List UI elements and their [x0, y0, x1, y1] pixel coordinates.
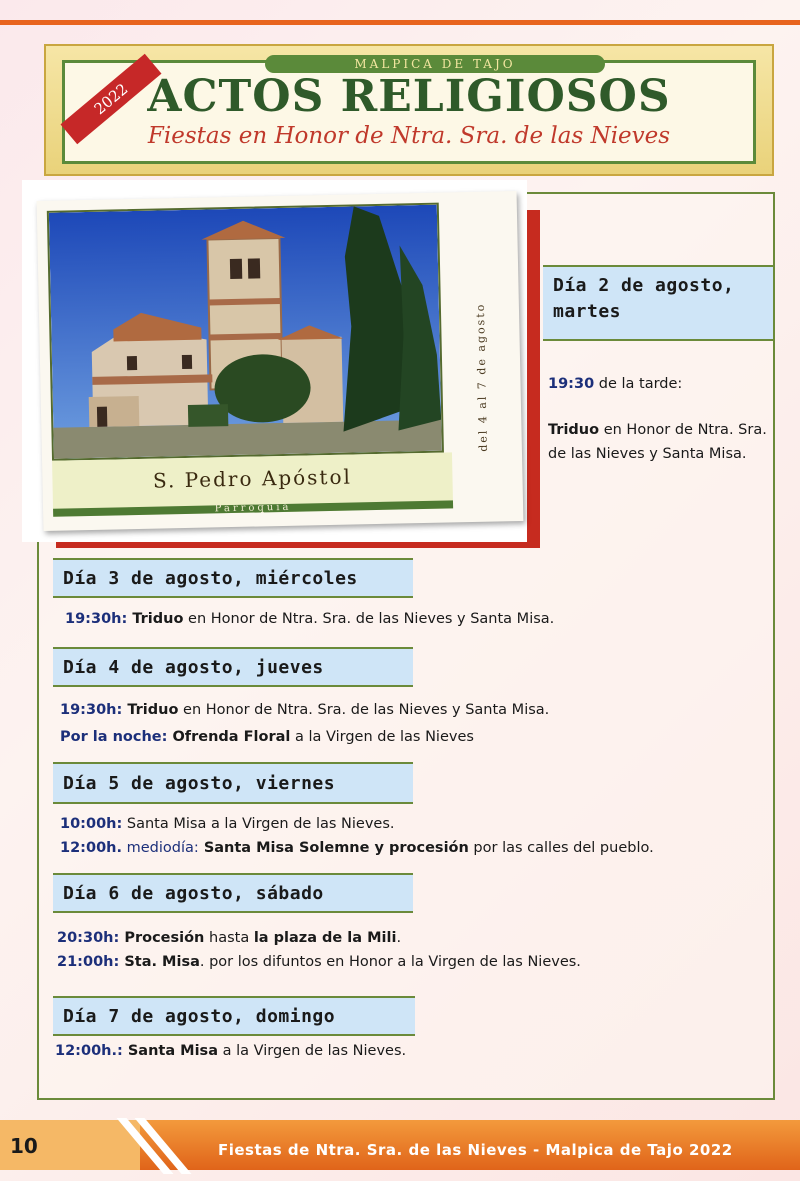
line-text: a la Virgen de las Nieves	[290, 729, 474, 745]
line-bold: Procesión	[119, 930, 205, 946]
line-time: 10:00h:	[60, 816, 123, 832]
line-bold: Santa Misa Solemne y procesión	[198, 840, 469, 856]
day-5-line-2	[60, 840, 654, 856]
line-bold: Ofrenda Floral	[167, 729, 291, 745]
line-bold: Triduo	[127, 611, 184, 627]
line-time: 12:00h.:	[55, 1043, 123, 1059]
line-text: hasta	[204, 930, 254, 946]
line-text: en Honor de Ntra. Sra. de las Nieves y Santa Misa.	[178, 702, 550, 718]
line-navy: mediodía:	[122, 840, 199, 856]
card-label	[52, 452, 453, 516]
church-photo-card	[37, 191, 524, 531]
day-4-line-1	[60, 702, 549, 718]
day-2-time-line	[548, 372, 768, 396]
line-text: por las calles del pueblo.	[468, 840, 654, 856]
line-text: en Honor de Ntra. Sra. de las Nieves y Santa Misa.	[183, 611, 555, 627]
page-subtitle: Fiestas en Honor de Ntra. Sra. de las Nieves	[147, 123, 671, 149]
header-inner	[62, 57, 756, 164]
header-banner	[44, 44, 774, 176]
day-2-text: en Honor de Ntra. Sra. de las Nieves y Santa Misa.	[548, 422, 767, 462]
town-label: MALPICA DE TAJO	[265, 55, 605, 73]
parish-name: S. Pedro Apóstol	[152, 464, 353, 493]
day-5-line-1	[60, 816, 395, 832]
day-3-line-1	[65, 611, 554, 627]
day-5-heading: Día 5 de agosto, viernes	[53, 762, 413, 804]
day-2-time: 19:30	[548, 376, 595, 392]
line-text: Santa Misa a la Virgen de las Nieves.	[122, 816, 395, 832]
line-time: 20:30h:	[57, 930, 120, 946]
line-bold: Sta. Misa	[119, 954, 200, 970]
parish-label: Parroquia	[214, 501, 292, 515]
day-3-heading: Día 3 de agosto, miércoles	[53, 558, 413, 598]
line-text-2: .	[396, 930, 402, 946]
day-7-line-1	[55, 1043, 406, 1059]
line-time: 21:00h:	[57, 954, 120, 970]
day-2-heading-line2: martes	[553, 301, 622, 322]
card-dates: del 4 al 7 de agosto	[473, 302, 490, 452]
year-ribbon: 2022	[61, 54, 162, 145]
day-6-line-2	[57, 954, 581, 970]
line-bold: Santa Misa	[122, 1043, 218, 1059]
day-6-heading: Día 6 de agosto, sábado	[53, 873, 413, 913]
top-rule	[0, 20, 800, 25]
day-2-heading	[543, 265, 773, 341]
day-7-heading: Día 7 de agosto, domingo	[53, 996, 415, 1036]
line-text: . por los difuntos en Honor a la Virgen de las Nieves.	[199, 954, 581, 970]
page-title: ACTOS RELIGIOSOS	[147, 71, 671, 122]
line-time: 12:00h.	[60, 840, 122, 856]
line-time: Por la noche:	[60, 729, 168, 745]
day-4-line-2	[60, 729, 474, 745]
line-bold-2: la plaza de la Mili	[253, 930, 397, 946]
line-time: 19:30h:	[65, 611, 128, 627]
day-2-bold: Triduo	[548, 422, 600, 438]
footer-text: Fiestas de Ntra. Sra. de las Nieves - Malpica de Tajo 2022	[218, 1141, 733, 1159]
page-number: 10	[10, 1134, 38, 1158]
line-bold: Triduo	[122, 702, 179, 718]
day-2-heading-line1: Día 2 de agosto,	[553, 275, 735, 296]
day-2-description	[548, 418, 768, 466]
day-6-line-1	[57, 930, 401, 946]
church-photo	[47, 203, 444, 461]
line-time: 19:30h:	[60, 702, 123, 718]
day-2-time-suffix: de la tarde:	[594, 376, 683, 392]
day-4-heading: Día 4 de agosto, jueves	[53, 647, 413, 687]
line-text: a la Virgen de las Nieves.	[217, 1043, 407, 1059]
